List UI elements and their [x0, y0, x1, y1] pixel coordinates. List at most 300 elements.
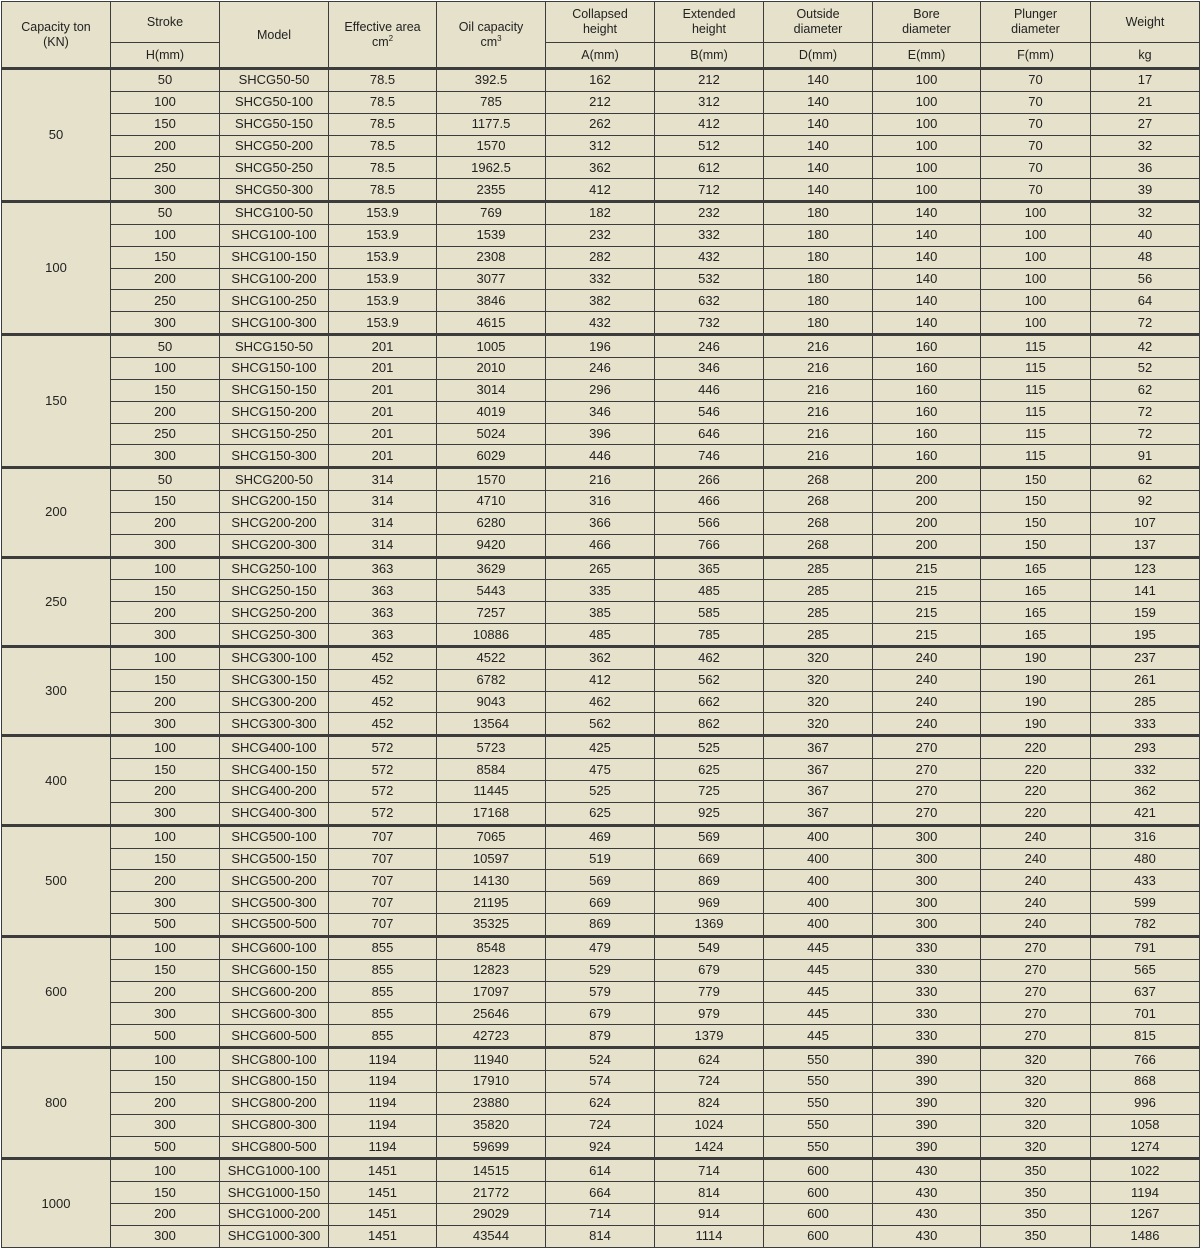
model-cell: SHCG150-100 — [220, 357, 329, 379]
collapsed-height-cell: 485 — [546, 624, 655, 647]
extended-height-cell: 824 — [655, 1092, 764, 1114]
weight-cell: 195 — [1091, 624, 1200, 647]
effective-area-cell: 855 — [329, 1025, 437, 1048]
stroke-cell: 150 — [111, 669, 220, 691]
effective-area-cell: 153.9 — [329, 246, 437, 268]
header-effective-area — [329, 2, 437, 69]
outside-diameter-cell: 600 — [764, 1225, 873, 1247]
bore-diameter-cell: 270 — [873, 759, 981, 781]
plunger-diameter-cell: 190 — [981, 691, 1091, 713]
extended-height-cell: 512 — [655, 135, 764, 157]
plunger-diameter-cell: 165 — [981, 602, 1091, 624]
collapsed-height-cell: 446 — [546, 445, 655, 468]
oil-capacity-cell: 23880 — [437, 1092, 546, 1114]
outside-diameter-cell: 445 — [764, 1025, 873, 1048]
bore-diameter-cell: 100 — [873, 69, 981, 92]
model-cell: SHCG50-50 — [220, 69, 329, 92]
oil-capacity-cell: 769 — [437, 202, 546, 225]
effective-area-cell: 707 — [329, 870, 437, 892]
oil-capacity-cell: 6280 — [437, 512, 546, 534]
table-row — [2, 135, 1200, 157]
oil-capacity-cell: 3629 — [437, 557, 546, 580]
bore-diameter-cell: 200 — [873, 491, 981, 513]
outside-diameter-cell: 400 — [764, 914, 873, 937]
effective-area-cell: 201 — [329, 379, 437, 401]
effective-area-cell: 201 — [329, 357, 437, 379]
table-row — [2, 357, 1200, 379]
plunger-diameter-cell: 115 — [981, 423, 1091, 445]
plunger-diameter-cell: 190 — [981, 713, 1091, 736]
model-cell: SHCG50-200 — [220, 135, 329, 157]
oil-capacity-cell: 35325 — [437, 914, 546, 937]
model-cell: SHCG150-300 — [220, 445, 329, 468]
collapsed-height-cell: 469 — [546, 825, 655, 848]
effective-area-cell: 153.9 — [329, 312, 437, 335]
stroke-cell: 500 — [111, 1136, 220, 1159]
bore-diameter-cell: 140 — [873, 290, 981, 312]
weight-cell: 316 — [1091, 825, 1200, 848]
table-row — [2, 691, 1200, 713]
plunger-diameter-cell: 70 — [981, 69, 1091, 92]
plunger-diameter-cell: 350 — [981, 1159, 1091, 1182]
plunger-diameter-cell: 100 — [981, 202, 1091, 225]
bore-diameter-cell: 160 — [873, 335, 981, 358]
table-row — [2, 713, 1200, 736]
stroke-cell: 100 — [111, 825, 220, 848]
plunger-diameter-cell: 350 — [981, 1225, 1091, 1247]
bore-diameter-cell: 430 — [873, 1225, 981, 1247]
plunger-diameter-cell: 100 — [981, 224, 1091, 246]
outside-diameter-cell: 445 — [764, 959, 873, 981]
header-extended-line1: Extended — [682, 7, 736, 21]
effective-area-cell: 153.9 — [329, 290, 437, 312]
table-row — [2, 736, 1200, 759]
extended-height-cell: 569 — [655, 825, 764, 848]
extended-height-cell: 979 — [655, 1003, 764, 1025]
effective-area-cell: 855 — [329, 936, 437, 959]
oil-capacity-cell: 1177.5 — [437, 113, 546, 135]
weight-cell: 159 — [1091, 602, 1200, 624]
table-row — [2, 69, 1200, 92]
weight-cell: 72 — [1091, 401, 1200, 423]
stroke-cell: 100 — [111, 557, 220, 580]
capacity-cell: 1000 — [2, 1159, 111, 1247]
stroke-cell: 100 — [111, 646, 220, 669]
weight-cell: 137 — [1091, 534, 1200, 557]
effective-area-cell: 363 — [329, 624, 437, 647]
outside-diameter-cell: 320 — [764, 691, 873, 713]
outside-diameter-cell: 367 — [764, 802, 873, 825]
collapsed-height-cell: 529 — [546, 959, 655, 981]
bore-diameter-cell: 390 — [873, 1114, 981, 1136]
bore-diameter-cell: 390 — [873, 1048, 981, 1071]
stroke-cell: 250 — [111, 423, 220, 445]
table-row — [2, 312, 1200, 335]
model-cell: SHCG800-100 — [220, 1048, 329, 1071]
oil-capacity-cell: 6029 — [437, 445, 546, 468]
header-plunger-diameter — [981, 2, 1091, 43]
table-row — [2, 848, 1200, 870]
model-cell: SHCG250-200 — [220, 602, 329, 624]
stroke-cell: 300 — [111, 713, 220, 736]
plunger-diameter-cell: 190 — [981, 669, 1091, 691]
collapsed-height-cell: 366 — [546, 512, 655, 534]
plunger-diameter-cell: 100 — [981, 246, 1091, 268]
oil-capacity-cell: 11445 — [437, 781, 546, 803]
model-cell: SHCG100-100 — [220, 224, 329, 246]
extended-height-cell: 669 — [655, 848, 764, 870]
bore-diameter-cell: 240 — [873, 646, 981, 669]
collapsed-height-cell: 869 — [546, 914, 655, 937]
model-cell: SHCG600-500 — [220, 1025, 329, 1048]
model-cell: SHCG600-100 — [220, 936, 329, 959]
outside-diameter-cell: 268 — [764, 534, 873, 557]
model-cell: SHCG600-300 — [220, 1003, 329, 1025]
collapsed-height-cell: 262 — [546, 113, 655, 135]
stroke-cell: 200 — [111, 135, 220, 157]
bore-diameter-cell: 270 — [873, 802, 981, 825]
extended-height-cell: 312 — [655, 91, 764, 113]
stroke-cell: 300 — [111, 802, 220, 825]
table-row — [2, 870, 1200, 892]
weight-cell: 791 — [1091, 936, 1200, 959]
model-cell: SHCG200-300 — [220, 534, 329, 557]
plunger-diameter-cell: 320 — [981, 1136, 1091, 1159]
model-cell: SHCG200-200 — [220, 512, 329, 534]
table-row — [2, 624, 1200, 647]
extended-height-cell: 814 — [655, 1182, 764, 1204]
stroke-cell: 100 — [111, 357, 220, 379]
header-model: Model — [220, 2, 329, 69]
collapsed-height-cell: 312 — [546, 135, 655, 157]
table-row — [2, 1092, 1200, 1114]
stroke-cell: 200 — [111, 691, 220, 713]
outside-diameter-cell: 140 — [764, 135, 873, 157]
table-row — [2, 557, 1200, 580]
effective-area-cell: 201 — [329, 335, 437, 358]
capacity-cell: 50 — [2, 69, 111, 202]
outside-diameter-cell: 550 — [764, 1136, 873, 1159]
outside-diameter-cell: 600 — [764, 1182, 873, 1204]
effective-area-cell: 572 — [329, 759, 437, 781]
extended-height-cell: 549 — [655, 936, 764, 959]
bore-diameter-cell: 270 — [873, 781, 981, 803]
outside-diameter-cell: 445 — [764, 936, 873, 959]
effective-area-cell: 78.5 — [329, 113, 437, 135]
outside-diameter-cell: 140 — [764, 113, 873, 135]
header-capacity — [2, 2, 111, 69]
model-cell: SHCG1000-100 — [220, 1159, 329, 1182]
stroke-cell: 200 — [111, 1092, 220, 1114]
oil-capacity-cell: 2010 — [437, 357, 546, 379]
weight-cell: 285 — [1091, 691, 1200, 713]
header-plunger-line1: Plunger — [1013, 7, 1058, 21]
plunger-diameter-cell: 220 — [981, 759, 1091, 781]
bore-diameter-cell: 240 — [873, 713, 981, 736]
stroke-cell: 100 — [111, 1159, 220, 1182]
plunger-diameter-cell: 320 — [981, 1070, 1091, 1092]
plunger-diameter-cell: 70 — [981, 135, 1091, 157]
effective-area-cell: 855 — [329, 1003, 437, 1025]
plunger-diameter-cell: 320 — [981, 1114, 1091, 1136]
weight-cell: 237 — [1091, 646, 1200, 669]
bore-diameter-cell: 270 — [873, 736, 981, 759]
table-row — [2, 781, 1200, 803]
table-row — [2, 1003, 1200, 1025]
table-body — [2, 69, 1200, 1248]
outside-diameter-cell: 285 — [764, 602, 873, 624]
collapsed-height-cell: 182 — [546, 202, 655, 225]
extended-height-cell: 365 — [655, 557, 764, 580]
stroke-cell: 200 — [111, 512, 220, 534]
unit-weight: kg — [1091, 43, 1200, 69]
model-cell: SHCG150-250 — [220, 423, 329, 445]
extended-height-cell: 785 — [655, 624, 764, 647]
extended-height-cell: 485 — [655, 580, 764, 602]
plunger-diameter-cell: 115 — [981, 379, 1091, 401]
bore-diameter-cell: 330 — [873, 1003, 981, 1025]
weight-cell: 36 — [1091, 157, 1200, 179]
outside-diameter-cell: 180 — [764, 290, 873, 312]
bore-diameter-cell: 300 — [873, 870, 981, 892]
table-row — [2, 290, 1200, 312]
effective-area-cell: 201 — [329, 423, 437, 445]
effective-area-cell: 201 — [329, 401, 437, 423]
outside-diameter-cell: 400 — [764, 825, 873, 848]
extended-height-cell: 585 — [655, 602, 764, 624]
oil-capacity-cell: 13564 — [437, 713, 546, 736]
outside-diameter-cell: 285 — [764, 624, 873, 647]
bore-diameter-cell: 215 — [873, 557, 981, 580]
effective-area-cell: 572 — [329, 802, 437, 825]
outside-diameter-cell: 550 — [764, 1048, 873, 1071]
model-cell: SHCG250-150 — [220, 580, 329, 602]
bore-diameter-cell: 300 — [873, 848, 981, 870]
header-oil-capacity — [437, 2, 546, 69]
extended-height-cell: 624 — [655, 1048, 764, 1071]
bore-diameter-cell: 100 — [873, 135, 981, 157]
collapsed-height-cell: 265 — [546, 557, 655, 580]
collapsed-height-cell: 569 — [546, 870, 655, 892]
oil-capacity-cell: 3014 — [437, 379, 546, 401]
oil-capacity-cell: 21772 — [437, 1182, 546, 1204]
plunger-diameter-cell: 220 — [981, 736, 1091, 759]
bore-diameter-cell: 100 — [873, 91, 981, 113]
outside-diameter-cell: 320 — [764, 646, 873, 669]
header-weight: Weight — [1091, 2, 1200, 43]
weight-cell: 766 — [1091, 1048, 1200, 1071]
model-cell: SHCG400-200 — [220, 781, 329, 803]
bore-diameter-cell: 330 — [873, 936, 981, 959]
outside-diameter-cell: 180 — [764, 268, 873, 290]
weight-cell: 293 — [1091, 736, 1200, 759]
effective-area-cell: 153.9 — [329, 268, 437, 290]
collapsed-height-cell: 412 — [546, 669, 655, 691]
model-cell: SHCG100-150 — [220, 246, 329, 268]
extended-height-cell: 1379 — [655, 1025, 764, 1048]
bore-diameter-cell: 240 — [873, 691, 981, 713]
plunger-diameter-cell: 70 — [981, 157, 1091, 179]
stroke-cell: 100 — [111, 224, 220, 246]
collapsed-height-cell: 382 — [546, 290, 655, 312]
weight-cell: 52 — [1091, 357, 1200, 379]
collapsed-height-cell: 466 — [546, 534, 655, 557]
oil-unit-text: cm — [480, 34, 498, 49]
table-row — [2, 1136, 1200, 1159]
table-row — [2, 534, 1200, 557]
collapsed-height-cell: 432 — [546, 312, 655, 335]
collapsed-height-cell: 579 — [546, 981, 655, 1003]
model-cell: SHCG300-200 — [220, 691, 329, 713]
capacity-cell: 100 — [2, 202, 111, 335]
collapsed-height-cell: 462 — [546, 691, 655, 713]
table-row — [2, 759, 1200, 781]
stroke-cell: 200 — [111, 1204, 220, 1226]
capacity-cell: 400 — [2, 736, 111, 825]
header-bore-line2: diameter — [902, 22, 951, 36]
oil-capacity-cell: 8584 — [437, 759, 546, 781]
plunger-diameter-cell: 165 — [981, 557, 1091, 580]
table-row — [2, 401, 1200, 423]
oil-capacity-cell: 11940 — [437, 1048, 546, 1071]
table-row — [2, 1182, 1200, 1204]
effective-area-cell: 452 — [329, 646, 437, 669]
table-row — [2, 157, 1200, 179]
outside-diameter-cell: 600 — [764, 1159, 873, 1182]
weight-cell: 141 — [1091, 580, 1200, 602]
stroke-cell: 100 — [111, 736, 220, 759]
extended-height-cell: 632 — [655, 290, 764, 312]
outside-diameter-cell: 550 — [764, 1114, 873, 1136]
extended-height-cell: 732 — [655, 312, 764, 335]
outside-diameter-cell: 320 — [764, 713, 873, 736]
stroke-cell: 150 — [111, 1070, 220, 1092]
plunger-diameter-cell: 150 — [981, 534, 1091, 557]
oil-capacity-cell: 5723 — [437, 736, 546, 759]
oil-capacity-cell: 6782 — [437, 669, 546, 691]
stroke-cell: 300 — [111, 312, 220, 335]
plunger-diameter-cell: 115 — [981, 357, 1091, 379]
extended-height-cell: 925 — [655, 802, 764, 825]
bore-diameter-cell: 100 — [873, 113, 981, 135]
model-cell: SHCG50-150 — [220, 113, 329, 135]
weight-cell: 62 — [1091, 379, 1200, 401]
bore-diameter-cell: 430 — [873, 1204, 981, 1226]
stroke-cell: 250 — [111, 157, 220, 179]
model-cell: SHCG800-150 — [220, 1070, 329, 1092]
weight-cell: 1022 — [1091, 1159, 1200, 1182]
weight-cell: 17 — [1091, 69, 1200, 92]
weight-cell: 815 — [1091, 1025, 1200, 1048]
weight-cell: 261 — [1091, 669, 1200, 691]
bore-diameter-cell: 390 — [873, 1136, 981, 1159]
plunger-diameter-cell: 240 — [981, 914, 1091, 937]
collapsed-height-cell: 614 — [546, 1159, 655, 1182]
effective-area-cell: 201 — [329, 445, 437, 468]
bore-diameter-cell: 160 — [873, 445, 981, 468]
collapsed-height-cell: 425 — [546, 736, 655, 759]
collapsed-height-cell: 475 — [546, 759, 655, 781]
collapsed-height-cell: 669 — [546, 892, 655, 914]
effective-area-cell: 855 — [329, 959, 437, 981]
extended-height-cell: 562 — [655, 669, 764, 691]
plunger-diameter-cell: 270 — [981, 1025, 1091, 1048]
extended-height-cell: 232 — [655, 202, 764, 225]
weight-cell: 56 — [1091, 268, 1200, 290]
collapsed-height-cell: 412 — [546, 179, 655, 202]
capacity-cell: 150 — [2, 335, 111, 468]
oil-capacity-cell: 10597 — [437, 848, 546, 870]
weight-cell: 1194 — [1091, 1182, 1200, 1204]
stroke-cell: 300 — [111, 1114, 220, 1136]
header-outside-diameter — [764, 2, 873, 43]
bore-diameter-cell: 390 — [873, 1070, 981, 1092]
collapsed-height-cell: 346 — [546, 401, 655, 423]
collapsed-height-cell: 246 — [546, 357, 655, 379]
table-row — [2, 602, 1200, 624]
effective-area-cell: 572 — [329, 736, 437, 759]
extended-height-cell: 332 — [655, 224, 764, 246]
oil-capacity-cell: 4710 — [437, 491, 546, 513]
effective-area-cell: 363 — [329, 557, 437, 580]
model-cell: SHCG600-200 — [220, 981, 329, 1003]
plunger-diameter-cell: 115 — [981, 401, 1091, 423]
effective-area-cell: 1194 — [329, 1070, 437, 1092]
weight-cell: 32 — [1091, 135, 1200, 157]
outside-diameter-cell: 216 — [764, 357, 873, 379]
plunger-diameter-cell: 190 — [981, 646, 1091, 669]
table-row — [2, 113, 1200, 135]
unit-plunger: F(mm) — [981, 43, 1091, 69]
effective-area-cell: 78.5 — [329, 179, 437, 202]
outside-diameter-cell: 180 — [764, 202, 873, 225]
extended-height-cell: 466 — [655, 491, 764, 513]
header-collapsed-line1: Collapsed — [572, 7, 628, 21]
unit-stroke: H(mm) — [111, 43, 220, 69]
extended-height-cell: 969 — [655, 892, 764, 914]
bore-diameter-cell: 100 — [873, 157, 981, 179]
stroke-cell: 50 — [111, 202, 220, 225]
oil-capacity-cell: 4522 — [437, 646, 546, 669]
weight-cell: 1486 — [1091, 1225, 1200, 1247]
extended-height-cell: 712 — [655, 179, 764, 202]
extended-height-cell: 412 — [655, 113, 764, 135]
weight-cell: 362 — [1091, 781, 1200, 803]
outside-diameter-cell: 550 — [764, 1070, 873, 1092]
table-row — [2, 91, 1200, 113]
extended-height-cell: 432 — [655, 246, 764, 268]
model-cell: SHCG500-500 — [220, 914, 329, 937]
stroke-cell: 150 — [111, 759, 220, 781]
plunger-diameter-cell: 240 — [981, 848, 1091, 870]
stroke-cell: 300 — [111, 1225, 220, 1247]
oil-capacity-cell: 1962.5 — [437, 157, 546, 179]
model-cell: SHCG500-100 — [220, 825, 329, 848]
outside-diameter-cell: 216 — [764, 445, 873, 468]
model-cell: SHCG300-300 — [220, 713, 329, 736]
extended-height-cell: 779 — [655, 981, 764, 1003]
extended-height-cell: 1024 — [655, 1114, 764, 1136]
bore-diameter-cell: 215 — [873, 602, 981, 624]
stroke-cell: 500 — [111, 1025, 220, 1048]
collapsed-height-cell: 196 — [546, 335, 655, 358]
oil-capacity-cell: 4615 — [437, 312, 546, 335]
bore-diameter-cell: 300 — [873, 892, 981, 914]
table-row — [2, 1114, 1200, 1136]
oil-capacity-cell: 17910 — [437, 1070, 546, 1092]
capacity-cell: 300 — [2, 646, 111, 735]
bore-diameter-cell: 390 — [873, 1092, 981, 1114]
